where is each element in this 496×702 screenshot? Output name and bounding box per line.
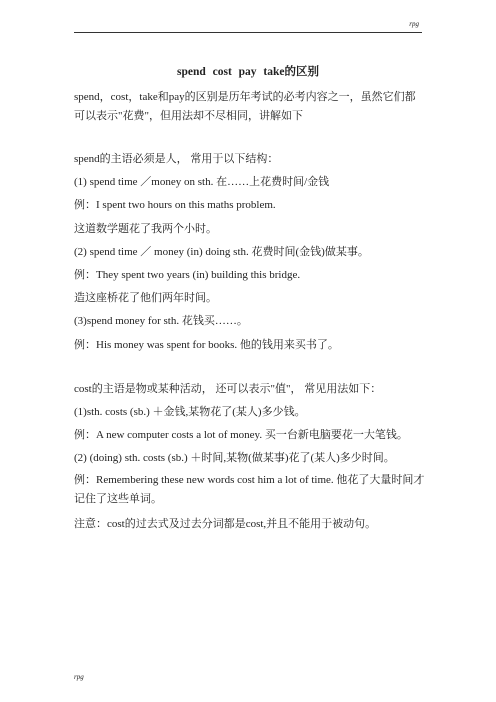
- cost-line: (2) (doing) sth. costs (sb.) ＋时间,某物(做某事)花了(某人)多少时间。: [74, 452, 395, 465]
- document-title: spend cost pay take的区别: [176, 66, 320, 78]
- spend-line: 这道数学题花了我两个小时。: [74, 222, 217, 235]
- spend-line: 例：His money was spent for books. 他的钱用来买书了。: [74, 338, 339, 351]
- document-body: [74, 88, 426, 536]
- spend-line: (3)spend money for sth. 花钱买……。: [74, 315, 248, 328]
- header-label: rpg: [409, 20, 419, 28]
- cost-line: 例：A new computer costs a lot of money. 买一台新电脑要花一大笔钱。: [74, 429, 408, 442]
- paragraph-gap: [74, 357, 426, 378]
- header-rule: [74, 32, 422, 33]
- spend-line: spend的主语必须是人， 常用于以下结构：: [74, 153, 279, 165]
- cost-line: (1)sth. costs (sb.) ＋金钱,某物花了(某人)多少钱。: [74, 406, 306, 419]
- cost-line: cost的主语是物或某种活动， 还可以表示"值"， 常见用法如下：: [74, 382, 382, 395]
- cost-example: 例：Remembering these new words cost him a lot of time. 他花了大量时间才记住了这些单词。: [74, 473, 425, 505]
- spend-line: 造这座桥花了他们两年时间。: [74, 292, 217, 305]
- spend-line: 例：I spent two hours on this maths problem.: [74, 199, 276, 212]
- cost-note: 注意：cost的过去式及过去分词都是cost,并且不能用于被动句。: [74, 517, 377, 530]
- spend-line: 例：They spent two years (in) building this bridge.: [74, 269, 301, 282]
- spend-line: (1) spend time ／money on sth. 在……上花费时间/金钱: [74, 176, 330, 189]
- paragraph-gap: [74, 130, 426, 148]
- intro-paragraph: spend，cost，take和pay的区别是历年考试的必考内容之一，虽然它们都可以表示"花费"，但用法却不尽相同，讲解如下: [74, 91, 416, 122]
- spend-line: (2) spend time ／ money (in) doing sth. 花费时间(金钱)做某事。: [74, 245, 369, 258]
- footer-label: rpg: [74, 673, 84, 681]
